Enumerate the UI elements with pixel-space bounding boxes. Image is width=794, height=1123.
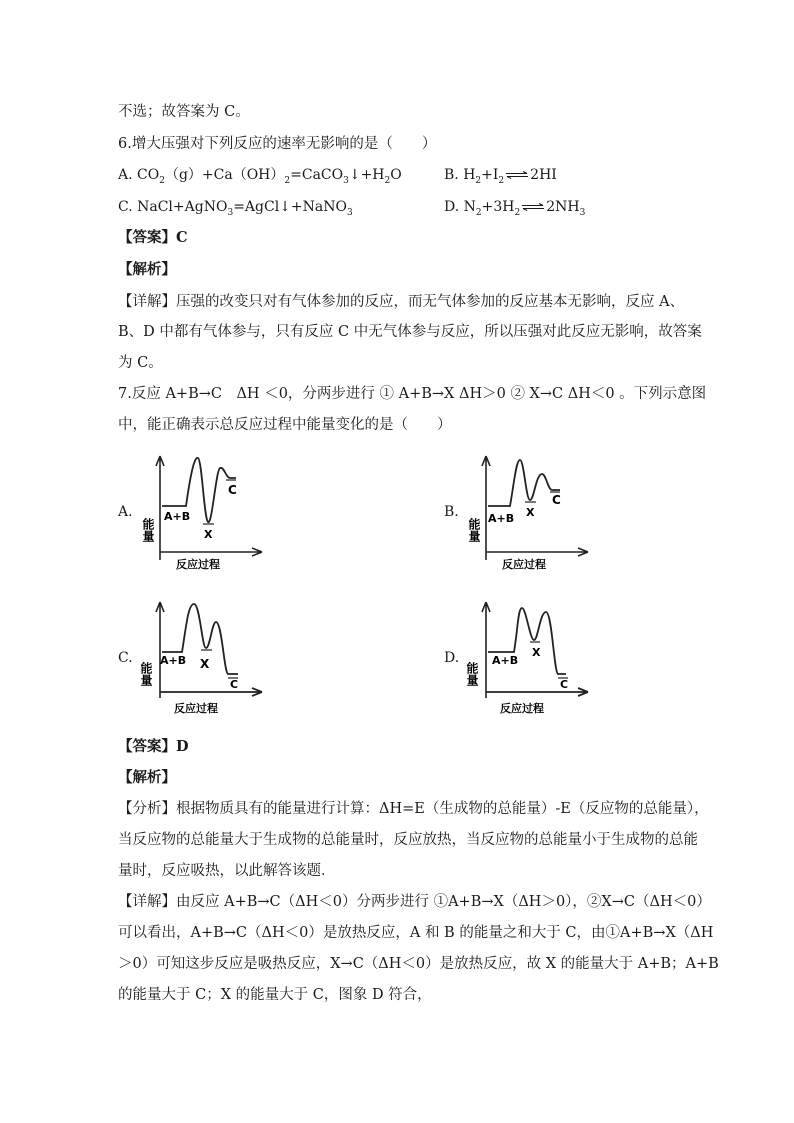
- y-axis-label: 能量: [466, 662, 479, 686]
- q6-option-c: C. NaCl+AgNO$_3$=AgCl↓+NaNO$_3$: [118, 199, 353, 218]
- diagram-c-label: C.: [118, 650, 133, 666]
- energy-diagram-a: [140, 448, 275, 577]
- q7-detail: ＞0）可知这步反应是吸热反应，X→C（ΔH＜0）是放热反应，故 X 的能量大于 A+B；A+B: [118, 956, 719, 972]
- product-label: C: [552, 493, 561, 507]
- q6-option-b: B. $H_2+I_2$ 2HI: [444, 167, 557, 186]
- y-axis-label: 能量: [141, 518, 155, 542]
- x-axis-label: 反应过程: [176, 558, 220, 571]
- x-axis-label: 反应过程: [174, 702, 218, 715]
- text-line: 不选；故答案为 C。: [118, 104, 250, 120]
- question-7: 7.反应 A+B→C ΔH ＜0，分两步进行 ① A+B→X ΔH＞0 ② X→C ΔH＜0 。下列示意图: [118, 386, 707, 402]
- product-label: C: [230, 678, 239, 691]
- q6-detail: 为 C。: [118, 355, 163, 371]
- equilibrium-arrow-icon: [521, 203, 545, 211]
- diagram-b-label: B.: [444, 504, 459, 520]
- q7-detail: 【详解】由反应 A+B→C（ΔH＜0）分两步进行 ①A+B→X（ΔH＞0），②X→C（ΔH＜0）: [118, 894, 711, 910]
- equilibrium-arrow-icon: [505, 171, 529, 179]
- product-label: C: [228, 483, 237, 497]
- q6-answer: 【答案】C: [118, 229, 188, 246]
- reactant-label: A+B: [164, 510, 191, 523]
- q6-option-d: D. $N_2+3H_2$ $2NH_3$: [444, 199, 586, 218]
- energy-diagram-b: [466, 448, 601, 577]
- intermediate-label: X: [532, 646, 541, 659]
- q7-analysis: 当反应物的总能量大于生成物的总能量时，反应放热，当反应物的总能量小于生成物的总能: [118, 832, 698, 848]
- q6-detail: B、D 中都有气体参与，只有反应 C 中无气体参与反应，所以压强对此反应无影响，故答案: [118, 324, 702, 340]
- energy-diagram-c: [140, 594, 275, 723]
- reactant-label: A+B: [488, 512, 515, 525]
- diagram-d-label: D.: [444, 650, 460, 666]
- question-7-cont: 中，能正确表示总反应过程中能量变化的是（ ）: [118, 417, 452, 433]
- x-axis-label: 反应过程: [500, 702, 544, 715]
- q7-analysis: 【分析】根据物质具有的能量进行计算：ΔH=E（生成物的总能量）-E（反应物的总能量），: [118, 801, 709, 817]
- q6-option-a: A. $CO_2(g)+Ca(OH)_2=CaCO_3↓+H_2O$: [118, 167, 402, 186]
- intermediate-label: X: [200, 657, 210, 671]
- diagram-a-label: A.: [118, 504, 133, 520]
- energy-diagram-d: [466, 594, 601, 723]
- x-axis-label: 反应过程: [502, 558, 546, 571]
- product-label: C: [560, 678, 569, 691]
- reactant-label: A+B: [492, 654, 519, 667]
- q7-analysis-heading: 【解析】: [118, 769, 176, 786]
- y-axis-label: 能量: [140, 662, 153, 686]
- q7-analysis: 量时，反应吸热，以此解答该题．: [118, 863, 336, 879]
- intermediate-label: X: [526, 506, 535, 519]
- reactant-label: A+B: [160, 654, 187, 667]
- y-axis-label: 能量: [467, 518, 481, 542]
- q7-detail: 的能量大于 C；X 的能量大于 C，图象 D 符合，: [118, 987, 432, 1003]
- q7-detail: 可以看出，A+B→C（ΔH＜0）是放热反应，A 和 B 的能量之和大于 C，由①A+B→X（ΔH: [118, 925, 714, 941]
- q7-answer: 【答案】D: [118, 738, 189, 755]
- q6-detail: 【详解】压强的改变只对有气体参加的反应，而无气体参加的反应基本无影响，反应 A、: [118, 294, 685, 310]
- question-6: 6.增大压强对下列反应的速率无影响的是（ ）: [118, 136, 437, 152]
- intermediate-label: X: [204, 528, 213, 541]
- q6-analysis-heading: 【解析】: [118, 261, 176, 278]
